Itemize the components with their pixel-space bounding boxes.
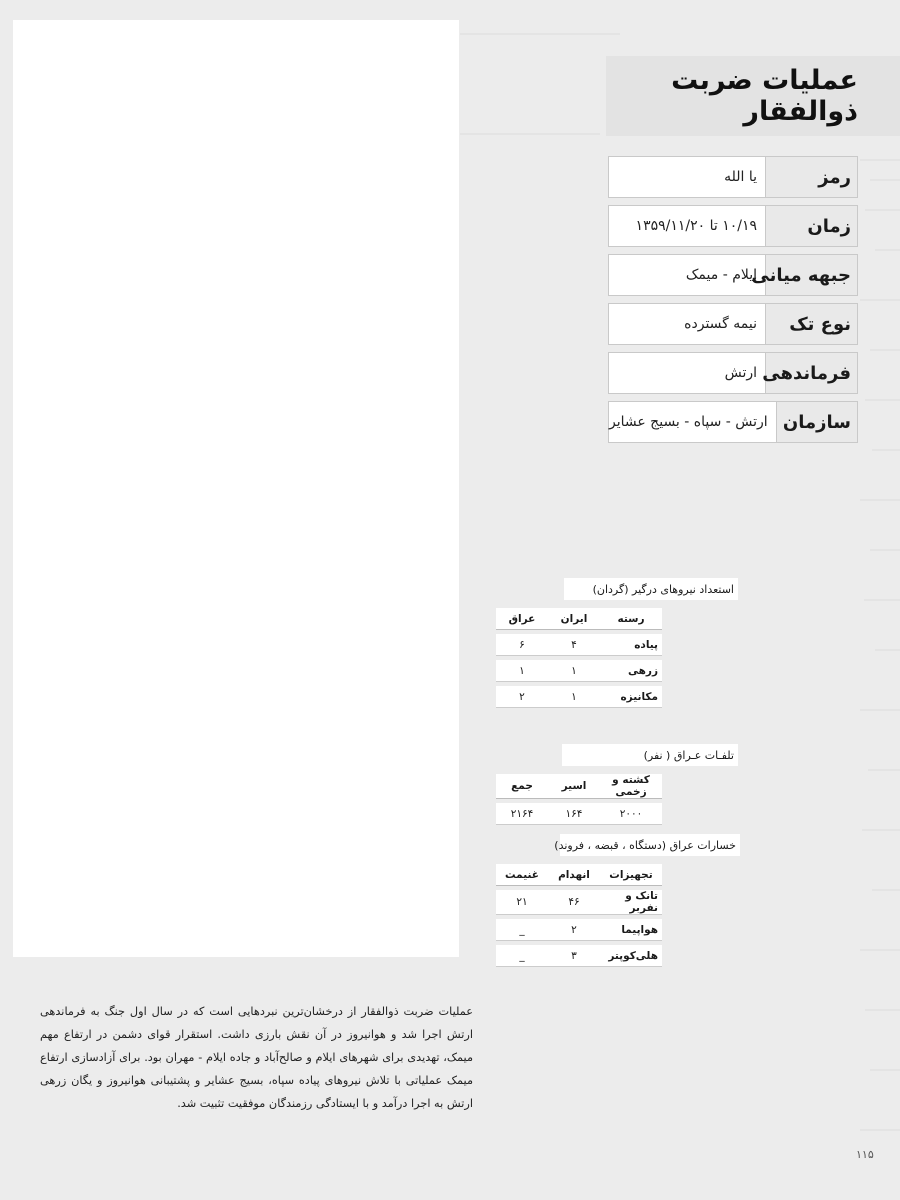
table-cell: ۳: [548, 945, 600, 967]
table-cell: ۱: [548, 686, 600, 708]
title-box: [606, 56, 900, 136]
column-header: تجهیزات: [600, 864, 662, 886]
page-title: عملیات ضربت ذوالفقار: [671, 65, 858, 127]
table-cell: هواپیما: [600, 919, 662, 941]
table-cell: تانک و نفربر: [600, 890, 662, 915]
table-row: [496, 890, 662, 915]
casualties-table-title: تلفـات عـراق ( نفر): [562, 744, 738, 766]
table-row: [496, 919, 662, 941]
forces-table: [496, 604, 662, 712]
page-number: ۱۱۵: [856, 1148, 874, 1161]
info-key: فرماندهی: [765, 353, 857, 393]
column-header: کشته و زخمی: [600, 774, 662, 799]
info-key: سازمان: [776, 402, 857, 442]
table-row: [496, 660, 662, 682]
info-value: یا الله: [724, 169, 757, 185]
table-cell: ۲: [548, 919, 600, 941]
table-header-row: [496, 608, 662, 630]
table-cell: زرهی: [600, 660, 662, 682]
info-value: ۱۰/۱۹ تا ۱۳۵۹/۱۱/۲۰: [635, 218, 757, 234]
table-header-row: [496, 774, 662, 799]
table-cell: مکانیزه: [600, 686, 662, 708]
info-key: رمز: [765, 157, 857, 197]
table-header-row: [496, 864, 662, 886]
column-header: عراق: [496, 608, 548, 630]
table-row: [496, 803, 662, 825]
info-row-organization: [608, 401, 858, 443]
info-key: نوع تک: [765, 304, 857, 344]
table-row: [496, 945, 662, 967]
info-value: نیمه گسترده: [684, 316, 757, 332]
info-row-time: [608, 205, 858, 247]
column-header: رسته: [600, 608, 662, 630]
info-row-code: [608, 156, 858, 198]
column-header: جمع: [496, 774, 548, 799]
column-header: اسیر: [548, 774, 600, 799]
column-header: غنیمت: [496, 864, 548, 886]
table-cell: ۱: [496, 660, 548, 682]
info-row-command: [608, 352, 858, 394]
column-header: ایران: [548, 608, 600, 630]
table-cell: ۱: [548, 660, 600, 682]
table-cell: ۴۶: [548, 890, 600, 915]
description-paragraph: عملیات ضربت ذوالفقار از درخشان‌ترین نبردهایی است که در سال اول جنگ به فرماندهی ارتش اجرا شد و هوانیروز در آن نقش بارزی داشت. استقرار قوای دشمن در ارتفاع مهم میمک، تهدیدی برای شهرهای ایلام و صالح‌آباد و جاده ایلام - مهران بود. برای آزادسازی ارتفاع میمک عملیاتی با تلاش نیروهای پیاده سپاه، بسیج عشایر و پشتیبانی هوانیروز و یگان زرهی ارتش به اجرا درآمد و با ایستادگی رزمندگان موفقیت تثبیت شد.: [40, 1005, 473, 1110]
info-value: ارتش: [724, 365, 757, 381]
table-cell: ۲: [496, 686, 548, 708]
info-row-front: [608, 254, 858, 296]
table-cell: ۲۱۶۴: [496, 803, 548, 825]
table-cell: ۲۰۰۰: [600, 803, 662, 825]
operation-info-table: [608, 156, 858, 450]
info-value: ارتش - سپاه - بسیج عشایر: [609, 414, 768, 430]
losses-table: [496, 860, 662, 971]
table-cell: ۲۱: [496, 890, 548, 915]
table-row: [496, 686, 662, 708]
table-row: [496, 634, 662, 656]
table-cell: هلی‌کوپتر: [600, 945, 662, 967]
column-header: انهدام: [548, 864, 600, 886]
table-cell: پیاده: [600, 634, 662, 656]
info-value: ایلام - میمک: [685, 267, 757, 283]
info-row-attack-type: [608, 303, 858, 345]
table-cell: ۶: [496, 634, 548, 656]
info-key: زمان: [765, 206, 857, 246]
table-cell: _: [496, 945, 548, 967]
forces-table-title: استعداد نیروهای درگیر (گردان): [564, 578, 738, 600]
table-cell: ۱۶۴: [548, 803, 600, 825]
map-panel: [13, 20, 459, 957]
losses-table-title: خسارات عراق (دستگاه ، قبضه ، فروند): [560, 834, 740, 856]
casualties-table: [496, 770, 662, 829]
table-cell: ۴: [548, 634, 600, 656]
table-cell: _: [496, 919, 548, 941]
info-key: جبهه میانی: [765, 255, 857, 295]
